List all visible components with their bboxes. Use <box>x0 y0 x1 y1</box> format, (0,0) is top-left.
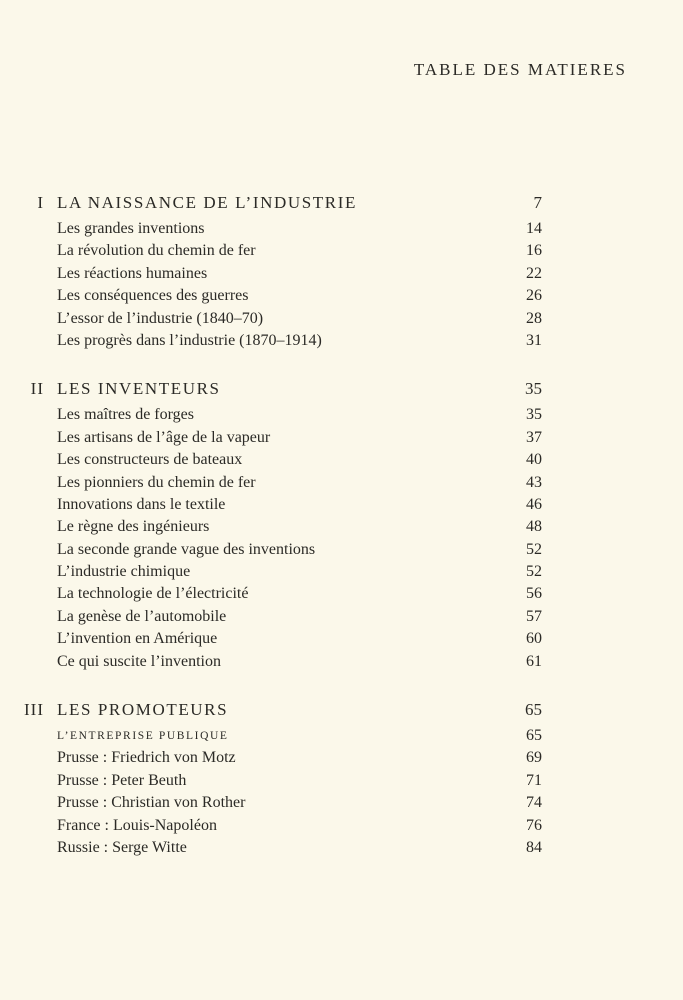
entry-title: Les artisans de l’âge de la vapeur <box>57 428 271 446</box>
entry-page: 84 <box>526 838 542 856</box>
entry-title: La seconde grande vague des inventions <box>57 540 316 558</box>
entry-title: Prusse : Peter Beuth <box>57 771 187 789</box>
entry-title: Le règne des ingénieurs <box>57 518 210 536</box>
entry-page: 57 <box>526 607 542 625</box>
toc-entry[interactable] <box>0 330 683 352</box>
toc-entry[interactable] <box>0 583 683 605</box>
entry-page: 74 <box>526 794 542 812</box>
toc-entry[interactable] <box>0 472 683 494</box>
entry-page: 37 <box>526 428 542 446</box>
toc-entry[interactable] <box>0 837 683 859</box>
chapter-title: LA NAISSANCE DE L’INDUSTRIE <box>57 193 357 212</box>
toc-entry[interactable] <box>0 263 683 285</box>
entry-title: Les maîtres de forges <box>57 406 194 424</box>
entry-page: 46 <box>526 495 542 513</box>
entry-page: 71 <box>526 771 542 789</box>
entry-title: Ce qui suscite l’invention <box>57 652 221 670</box>
toc-entry[interactable] <box>0 449 683 471</box>
toc-entry[interactable] <box>0 494 683 516</box>
entry-title: Les grandes inventions <box>57 220 205 237</box>
chapter-2 <box>0 376 683 673</box>
chapter-title: LES PROMOTEURS <box>57 700 229 720</box>
entry-title: L’industrie chimique <box>57 563 191 581</box>
chapter-3 <box>0 697 683 859</box>
chapter-page: 65 <box>525 700 542 720</box>
chapter-1 <box>0 190 683 352</box>
entry-page: 26 <box>526 287 542 305</box>
entry-page: 14 <box>526 220 542 237</box>
chapter-title: LES INVENTEURS <box>57 379 221 399</box>
toc-entry[interactable] <box>0 240 683 262</box>
entry-page: 65 <box>526 727 542 745</box>
entry-title: Prusse : Christian von Rother <box>57 794 246 812</box>
chapter-page: 7 <box>533 193 542 212</box>
toc-entry[interactable] <box>0 651 683 673</box>
toc-entry[interactable] <box>0 606 683 628</box>
toc-entry[interactable] <box>0 516 683 538</box>
toc-entry[interactable] <box>0 815 683 837</box>
entry-title: L’invention en Amérique <box>57 630 218 648</box>
entry-page: 40 <box>526 451 542 469</box>
entry-title: L’essor de l’industrie (1840–70) <box>57 309 264 327</box>
entry-page: 52 <box>526 540 542 558</box>
toc-entry[interactable] <box>0 770 683 792</box>
entry-title: Les conséquences des guerres <box>57 287 249 305</box>
entry-title: Prusse : Friedrich von Motz <box>57 749 236 767</box>
table-of-contents <box>0 190 683 883</box>
entry-title: Les constructeurs de bateaux <box>57 451 243 469</box>
toc-entry[interactable] <box>0 218 683 240</box>
toc-entry[interactable] <box>0 539 683 561</box>
entry-page: 60 <box>526 630 542 648</box>
section-heading[interactable] <box>0 725 683 747</box>
chapter-page: 35 <box>525 379 542 399</box>
entry-title: Russie : Serge Witte <box>57 838 187 856</box>
entry-page: 48 <box>526 518 542 536</box>
toc-entry[interactable] <box>0 404 683 426</box>
chapter-number: II <box>30 379 44 399</box>
entry-title: La technologie de l’électricité <box>57 585 249 603</box>
chapter-heading[interactable] <box>0 697 683 723</box>
toc-entry[interactable] <box>0 747 683 769</box>
toc-entry[interactable] <box>0 285 683 307</box>
running-head: TABLE DES MATIERES <box>413 60 627 79</box>
entry-title: Les progrès dans l’industrie (1870–1914) <box>57 331 322 349</box>
entry-page: 35 <box>526 406 542 424</box>
chapter-number: I <box>37 193 44 212</box>
entry-page: 56 <box>526 585 542 603</box>
entry-page: 61 <box>526 652 542 670</box>
entry-title: La révolution du chemin de fer <box>57 242 256 260</box>
toc-entry[interactable] <box>0 561 683 583</box>
toc-entry[interactable] <box>0 308 683 330</box>
entry-title: Les réactions humaines <box>57 264 208 282</box>
entry-title: Innovations dans le textile <box>57 495 226 513</box>
entry-page: 28 <box>526 309 542 327</box>
toc-entry[interactable] <box>0 628 683 650</box>
entry-page: 69 <box>526 749 542 767</box>
chapter-heading[interactable] <box>0 190 683 216</box>
entry-page: 43 <box>526 473 542 491</box>
entry-page: 52 <box>526 563 542 581</box>
entry-page: 76 <box>526 816 542 834</box>
chapter-heading[interactable] <box>0 376 683 402</box>
chapter-number: III <box>24 700 44 720</box>
section-title: L’ENTREPRISE PUBLIQUE <box>57 730 229 743</box>
entry-title: La genèse de l’automobile <box>57 607 227 625</box>
toc-entry[interactable] <box>0 792 683 814</box>
toc-entry[interactable] <box>0 427 683 449</box>
entry-page: 16 <box>526 242 542 260</box>
entry-page: 31 <box>526 331 542 349</box>
entry-title: France : Louis-Napoléon <box>57 816 217 834</box>
entry-title: Les pionniers du chemin de fer <box>57 473 256 491</box>
entry-page: 22 <box>526 264 542 282</box>
